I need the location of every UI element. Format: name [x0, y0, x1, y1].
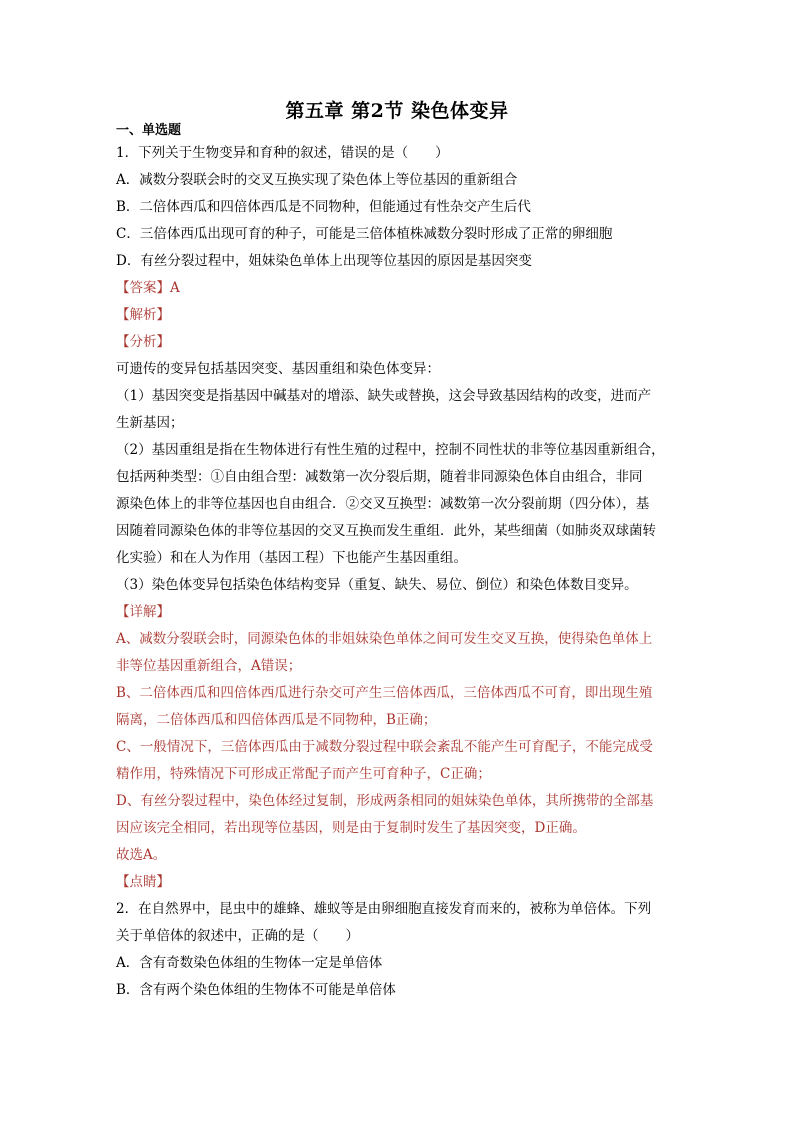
document-title: 第五章 第2节 染色体变异	[285, 100, 509, 122]
question-1-option-c: C．三倍体西瓜出现可育的种子，可能是三倍体植株减数分裂时形成了正常的卵细胞	[116, 226, 613, 242]
analysis-line: 因随着同源染色体的非等位基因的交叉互换而发生重组．此外，某些细菌（如肺炎双球菌转	[116, 523, 656, 539]
question-1-option-a: A．减数分裂联会时的交叉互换实现了染色体上等位基因的重新组合	[116, 172, 518, 188]
section-heading: 一、单选题	[116, 123, 182, 138]
dianjing-label: 【点睛】	[116, 874, 170, 890]
question-1-stem: 1．下列关于生物变异和育种的叙述，错误的是（ ）	[116, 145, 449, 161]
detail-line: 因应该完全相同，若出现等位基因，则是由于复制时发生了基因突变，D正确。	[116, 820, 586, 836]
jiexi-label: 【解析】	[116, 307, 170, 323]
question-2-stem: 关于单倍体的叙述中，正确的是（ ）	[116, 928, 359, 944]
xiangjie-label: 【详解】	[116, 604, 170, 620]
conclusion-text: 故选A。	[116, 847, 167, 863]
fenxi-label: 【分析】	[116, 334, 170, 350]
question-1-option-d: D．有丝分裂过程中，姐妹染色单体上出现等位基因的原因是基因突变	[116, 253, 532, 269]
document-content	[116, 122, 682, 1004]
detail-line: 精作用，特殊情况下可形成正常配子而产生可育种子，C正确；	[116, 766, 491, 782]
detail-line: C、一般情况下，三倍体西瓜由于减数分裂过程中联会紊乱不能产生可育配子，不能完成受	[116, 739, 653, 755]
detail-line: A、减数分裂联会时，同源染色体的非姐妹染色单体之间可发生交叉互换，使得染色单体上	[116, 631, 653, 647]
question-1-option-b: B．二倍体西瓜和四倍体西瓜是不同物种，但能通过有性杂交产生后代	[116, 199, 531, 215]
question-2-option-b: B．含有两个染色体组的生物体不可能是单倍体	[116, 982, 396, 998]
detail-line: B、二倍体西瓜和四倍体西瓜进行杂交可产生三倍体西瓜，三倍体西瓜不可育，即出现生殖	[116, 685, 653, 701]
detail-line: 隔离，二倍体西瓜和四倍体西瓜是不同物种，B正确；	[116, 712, 437, 728]
analysis-line: （2）基因重组是指在生物体进行有性生殖的过程中，控制不同性状的非等位基因重新组合，	[116, 442, 665, 458]
analysis-line: 可遗传的变异包括基因突变、基因重组和染色体变异：	[116, 361, 440, 377]
analysis-line: 包括两种类型：①自由组合型：减数第一次分裂后期，随着非同源染色体自由组合，非同	[116, 469, 643, 485]
analysis-line: （1）基因突变是指基因中碱基对的增添、缺失或替换，这会导致基因结构的改变，进而产	[116, 388, 652, 404]
analysis-line: （3）染色体变异包括染色体结构变异（重复、缺失、易位、倒位）和染色体数目变异。	[116, 577, 638, 593]
detail-line: D、有丝分裂过程中，染色体经过复制，形成两条相同的姐妹染色单体，其所携带的全部基	[116, 793, 654, 809]
question-2-stem: 2．在自然界中，昆虫中的雄蜂、雄蚁等是由卵细胞直接发育而来的，被称为单倍体。下列	[116, 901, 652, 917]
analysis-line: 化实验）和在人为作用（基因工程）下也能产生基因重组。	[116, 550, 467, 566]
answer-label: 【答案】A	[116, 280, 180, 296]
detail-line: 非等位基因重新组合，A错误；	[116, 658, 302, 674]
analysis-line: 源染色体上的非等位基因也自由组合．②交叉互换型：减数第一次分裂前期（四分体），基	[116, 496, 650, 512]
question-2-option-a: A．含有奇数染色体组的生物体一定是单倍体	[116, 955, 383, 971]
analysis-line: 生新基因；	[116, 415, 184, 431]
